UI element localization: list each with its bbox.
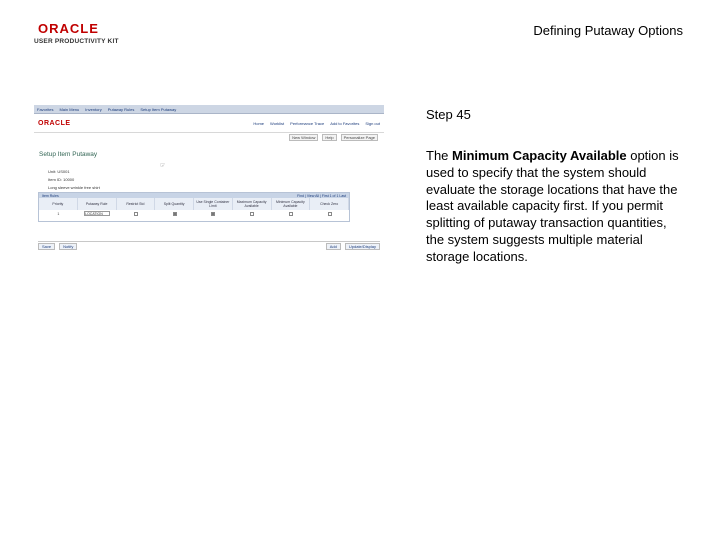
description-bold: Minimum Capacity Available: [452, 148, 627, 163]
column-header: Priority: [39, 198, 78, 210]
grid-header: [39, 198, 349, 210]
restrict-std-checkbox: [134, 212, 138, 216]
footer-button: Save: [38, 243, 55, 250]
pointer-icon: ☞: [160, 163, 166, 169]
column-header: Split Quantity: [155, 198, 194, 210]
top-link: Home: [253, 120, 265, 126]
nav-item: Setup Item Putaway: [140, 106, 177, 112]
check-zero-checkbox: [328, 212, 332, 216]
footer-button: Update/Display: [345, 243, 380, 250]
putaway-rule-field: LOCATION: [84, 211, 110, 216]
sub-link: Help: [322, 134, 336, 141]
step-description: [426, 148, 688, 266]
grid-bar-title: Item Rules: [42, 193, 59, 198]
screenshot-header: [34, 114, 384, 133]
footer-button: Add: [326, 243, 341, 250]
top-link: Worklist: [270, 120, 285, 126]
logo-product: USER PRODUCTIVITY KIT: [34, 38, 119, 45]
split-quantity-checkbox: [173, 212, 177, 216]
column-header: Putaway Rule: [78, 198, 117, 210]
screenshot-footer: [38, 241, 380, 250]
meta-line: Long sleeve wrinkle free shirt: [48, 185, 100, 190]
priority-cell: 1: [57, 211, 60, 216]
footer-button: Notify: [59, 243, 77, 250]
screenshot-page-title: Setup Item Putaway: [39, 151, 98, 158]
screenshot-sub-links: [34, 133, 384, 141]
single-container-checkbox: [211, 212, 215, 216]
max-capacity-checkbox: [250, 212, 254, 216]
meta-line: Item ID: 10000: [48, 177, 75, 182]
step-label: Step 45: [426, 107, 471, 122]
column-header: Restrict Std: [117, 198, 156, 210]
application-screenshot: [34, 105, 384, 258]
table-row: [39, 210, 349, 217]
sub-link: Personalize Page: [341, 134, 378, 141]
screenshot-breadcrumb: [34, 105, 384, 114]
top-link: Performance Trace: [290, 120, 325, 126]
nav-item: Putaway Rules: [107, 106, 135, 112]
logo-brand: ORACLE: [38, 21, 99, 36]
item-rules-grid: [38, 192, 350, 222]
min-capacity-checkbox: [289, 212, 293, 216]
nav-item: Favorites: [37, 106, 54, 112]
description-prefix: The: [426, 148, 453, 163]
sub-link: New Window: [289, 134, 318, 141]
column-header: Use Single Container Limit: [194, 198, 233, 210]
page-title: Defining Putaway Options: [533, 23, 683, 38]
oracle-upk-logo: [34, 22, 126, 48]
screenshot-top-links: [253, 121, 380, 126]
top-link: Add to Favorites: [330, 120, 360, 126]
nav-item: Main Menu: [59, 106, 80, 112]
description-rest: option is used to specify that the system should evaluate the storage locations that have the least available capacity first. If you permit splitting of putaway transaction quantities, the system suggests multiple material storage locations.: [426, 148, 679, 264]
column-header: Minimum Capacity Available: [272, 198, 311, 210]
putaway-rule-cell: [78, 211, 117, 216]
top-link: Sign out: [365, 120, 380, 126]
screenshot-meta: [48, 168, 100, 192]
column-header: Check Zero: [310, 198, 349, 210]
screenshot-brand: ORACLE: [38, 119, 71, 127]
column-header: Maximum Capacity Available: [233, 198, 272, 210]
nav-item: Inventory: [85, 106, 102, 112]
meta-line: Unit: US001: [48, 169, 70, 174]
grid-bar-nav: Find | View All | First 1 of 1 Last: [297, 193, 346, 198]
